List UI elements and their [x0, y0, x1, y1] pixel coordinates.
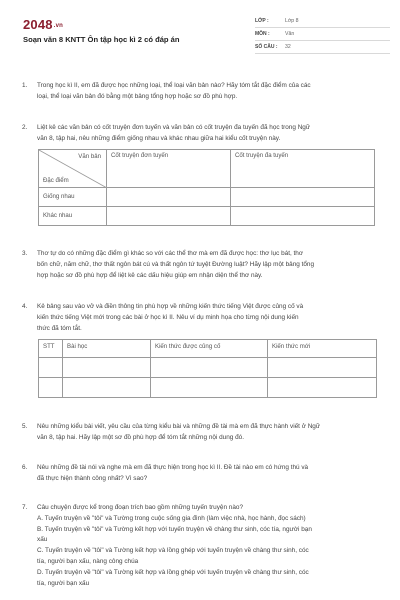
question-line: Kẻ bảng sau vào vở và điền thông tin phù hợp về những kiến thức tiếng Việt được củng cố và	[37, 303, 304, 310]
question-number: 7.	[22, 504, 28, 511]
question-text	[37, 462, 390, 484]
document-meta	[255, 15, 390, 54]
meta-value: Văn	[285, 31, 295, 37]
question-line: đã thực hiện thành công nhất? Vì sao?	[37, 475, 148, 482]
answer-option-c[interactable]: C. Tuyến truyện về "tôi" và Tường kết hợp và lồng ghép với tuyến truyện về chàng thư sinh, cóc	[37, 547, 309, 555]
question-number: 1.	[22, 82, 28, 89]
knowledge-table	[38, 339, 377, 398]
table-header-row	[39, 340, 377, 358]
column-header: Kiến thức được củng cố	[151, 340, 268, 358]
table-row	[39, 378, 377, 398]
table-cell[interactable]	[63, 358, 151, 378]
answer-option-b[interactable]: B. Tuyến truyện về "tôi" và Tường kết hợp với tuyến truyện về chàng thư sinh, cóc tía, người bạn	[37, 525, 312, 533]
row-label: Khác nhau	[39, 207, 107, 226]
question-text	[37, 248, 390, 281]
answer-option-c-cont[interactable]: tía, người bạn xấu, nàng công chúa	[37, 557, 139, 565]
question-text	[37, 122, 390, 144]
question-4	[22, 301, 390, 334]
column-header: Bài học	[63, 340, 151, 358]
column-header: Cốt truyện đa tuyến	[231, 150, 375, 188]
page-title: Soạn văn 8 KNTT Ôn tập học kì 2 có đáp án	[23, 35, 180, 44]
column-header: Kiến thức mới	[268, 340, 377, 358]
question-line: kiến thức tiếng Việt mới trong các bài ở học kì II. Nêu ví dụ minh họa cho từng nội dung kiến	[37, 314, 299, 321]
table-cell[interactable]	[231, 188, 375, 207]
question-line: hợp hoặc sơ đồ phù hợp để liệt kê các dấu hiệu giúp em nhận diện thể thơ này.	[37, 272, 263, 279]
corner-bottom-label: Đặc điểm	[43, 177, 69, 184]
question-number: 5.	[22, 423, 28, 430]
table-cell[interactable]	[39, 358, 63, 378]
meta-row-class	[255, 15, 390, 28]
table-cell[interactable]	[63, 378, 151, 398]
question-number: 6.	[22, 464, 28, 471]
meta-key: SỐ CÂU :	[255, 44, 278, 50]
question-line: Nêu những kiểu bài viết, yêu cầu của từng kiểu bài và những đề tài mà em đã thực hành viết ở Ngữ	[37, 423, 321, 430]
meta-value: Lớp 8	[285, 18, 299, 24]
question-line: Thơ tự do có những đặc điểm gì khác so với các thể thơ mà em đã được học: thơ lục bát, thơ	[37, 250, 304, 257]
question-line: văn 8, tập hai, nêu những điểm giống nhau và khác nhau giữa hai kiểu cốt truyện này.	[37, 135, 281, 142]
logo-sub: .vn	[53, 22, 64, 29]
table-cell[interactable]	[268, 358, 377, 378]
question-text	[37, 421, 390, 443]
question-text	[37, 80, 390, 102]
question-text	[37, 301, 390, 334]
question-line: Trong học kì II, em đã được học những loại, thể loại văn bản nào? Hãy tóm tắt đặc điểm của các	[37, 82, 311, 89]
question-2	[22, 122, 390, 144]
question-number: 2.	[22, 124, 28, 131]
column-header: Cốt truyện đơn tuyến	[107, 150, 231, 188]
answer-option-d[interactable]: D. Tuyến truyện về "tôi" và Tường kết hợp và lồng ghép với tuyến truyện về chàng thư sinh, cóc	[37, 568, 309, 576]
answer-option-a[interactable]: A. Tuyến truyện về "tôi" và Tường trong cuộc sống gia đình (làm việc nhà, học hành, đọc sách)	[37, 514, 306, 522]
question-6	[22, 462, 390, 484]
question-text	[37, 503, 390, 589]
table-row	[39, 188, 375, 207]
comparison-table	[38, 149, 375, 226]
question-line: loại, thể loại văn bản đó bằng một bảng tổng hợp hoặc sơ đồ phù hợp.	[37, 93, 238, 100]
table-cell[interactable]	[151, 378, 268, 398]
table-row	[39, 207, 375, 226]
table-cell[interactable]	[39, 378, 63, 398]
column-header: STT	[39, 340, 63, 358]
table-row	[39, 358, 377, 378]
question-number: 4.	[22, 303, 28, 310]
logo-main: 2048	[23, 17, 53, 32]
question-1	[22, 80, 390, 102]
meta-key: MÔN :	[255, 31, 270, 37]
meta-value: 32	[285, 44, 291, 50]
answer-option-d-cont[interactable]: tía, người bạn xấu	[37, 579, 90, 587]
meta-row-subject	[255, 28, 390, 41]
question-line: Câu chuyện được kể trong đoạn trích bao gồm những tuyến truyện nào?	[37, 504, 244, 511]
meta-key: LỚP :	[255, 18, 269, 24]
table-corner-cell	[39, 150, 107, 188]
table-cell[interactable]	[268, 378, 377, 398]
table-cell[interactable]	[107, 207, 231, 226]
row-label: Giống nhau	[39, 188, 107, 207]
meta-row-count	[255, 41, 390, 54]
question-line: Liệt kê các văn bản có cốt truyện đơn tuyến và văn bản có cốt truyện đa tuyến đã học trong Ngữ	[37, 124, 311, 131]
question-7	[22, 503, 390, 589]
table-cell[interactable]	[231, 207, 375, 226]
question-line: bốn chữ, năm chữ, thơ thất ngôn bát cú và thất ngôn tứ tuyệt Đường luật? Hãy lập một bảng tổng	[37, 261, 315, 268]
question-line: thức đã tóm tắt.	[37, 325, 82, 332]
question-line: Nêu những đề tài nói và nghe mà em đã thực hiện trong học kì II. Đề tài nào em có hứng thú và	[37, 464, 309, 471]
answer-option-b-cont[interactable]: xấu	[37, 536, 48, 544]
site-logo[interactable]	[23, 17, 63, 32]
question-number: 3.	[22, 250, 28, 257]
question-5	[22, 421, 390, 443]
question-3	[22, 248, 390, 281]
corner-top-label: Văn bản	[78, 153, 101, 160]
table-cell[interactable]	[107, 188, 231, 207]
table-cell[interactable]	[151, 358, 268, 378]
document-header	[23, 15, 388, 55]
question-line: văn 8, tập hai. Hãy lập một sơ đồ phù hợp để tóm tắt những nội dung đó.	[37, 434, 244, 441]
